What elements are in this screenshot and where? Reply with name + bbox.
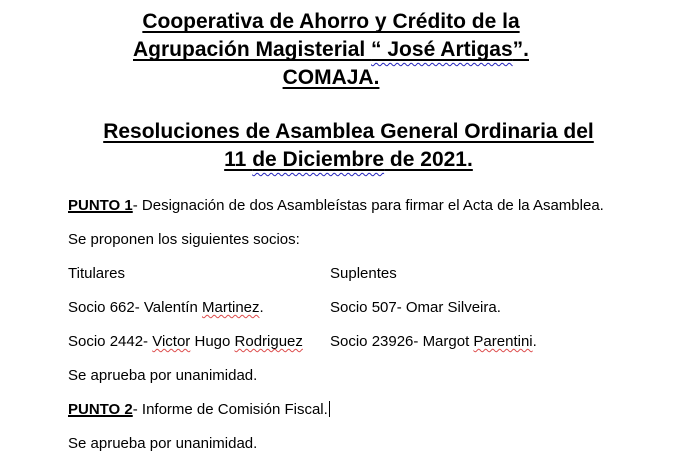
document-subtitle bbox=[52, 118, 645, 174]
socio-row-1-left-post: . bbox=[259, 299, 264, 316]
paragraph-propose bbox=[68, 230, 698, 250]
title-line-2-pre: Agrupación Magisterial bbox=[133, 38, 372, 61]
title-line-1 bbox=[52, 8, 610, 36]
punto-2-label: PUNTO 2 bbox=[68, 401, 133, 418]
socio-row-2-left-pre: Socio 2442- bbox=[68, 333, 153, 350]
socio-row-2-left bbox=[68, 332, 330, 352]
socio-row-1-left bbox=[68, 298, 330, 318]
socio-row-2-left-mid: Hugo bbox=[190, 333, 235, 350]
subtitle-line-2 bbox=[52, 146, 645, 174]
punto-1-text: - Designación de dos Asambleístas para firmar el Acta de la Asamblea. bbox=[132, 197, 604, 214]
paragraph-punto-1 bbox=[68, 196, 698, 216]
propose-text: Se proponen los siguientes socios: bbox=[68, 231, 300, 248]
grammar-flagged-phrase: de Diciembre bbox=[252, 148, 385, 171]
title-line-1-text: Cooperativa de Ahorro y Crédito de la bbox=[142, 10, 520, 33]
punto-1-label: PUNTO 1 bbox=[68, 197, 133, 214]
paragraph-approval-1 bbox=[68, 366, 698, 386]
title-line-2 bbox=[52, 36, 610, 64]
socio-row-2 bbox=[68, 332, 698, 352]
socio-row-1-right-text: Socio 507- Omar Silveira. bbox=[330, 299, 501, 316]
socio-row-1-right bbox=[330, 298, 698, 318]
subtitle-line-2-pre: 11 bbox=[224, 148, 253, 171]
column-header-titulares: Titulares bbox=[68, 265, 125, 282]
column-header-suplentes: Suplentes bbox=[330, 265, 397, 282]
spellcheck-flagged-word: Martinez bbox=[201, 299, 260, 316]
document-body bbox=[68, 196, 698, 454]
socio-row-2-right-post: . bbox=[532, 333, 537, 350]
approval-1-text: Se aprueba por unanimidad. bbox=[68, 367, 258, 384]
socio-row-1 bbox=[68, 298, 698, 318]
subtitle-line-1 bbox=[52, 118, 645, 146]
socio-row-2-right-pre: Socio 23926- Margot bbox=[330, 333, 474, 350]
document-title bbox=[52, 8, 610, 92]
title-line-3 bbox=[52, 64, 610, 92]
column-headers-row bbox=[68, 264, 698, 284]
socio-row-1-left-pre: Socio 662- Valentín bbox=[68, 299, 202, 316]
subtitle-line-2-post: de 2021. bbox=[384, 148, 473, 171]
spellcheck-flagged-word: Rodriguez bbox=[234, 333, 303, 350]
text-caret bbox=[329, 401, 331, 417]
punto-2-text: - Informe de Comisión Fiscal. bbox=[132, 401, 328, 418]
paragraph-approval-2 bbox=[68, 434, 698, 454]
spellcheck-flagged-word: Victor bbox=[152, 333, 191, 350]
title-line-2-post: ”. bbox=[512, 38, 529, 61]
spellcheck-flagged-word: Parentini bbox=[473, 333, 533, 350]
socio-row-2-right bbox=[330, 332, 698, 352]
approval-2-text: Se aprueba por unanimidad. bbox=[68, 435, 258, 452]
paragraph-punto-2 bbox=[68, 400, 698, 420]
subtitle-line-1-text: Resoluciones de Asamblea General Ordinaria del bbox=[103, 120, 594, 143]
title-line-3-text: COMAJA. bbox=[282, 66, 380, 89]
grammar-flagged-phrase: “ José Artigas bbox=[371, 38, 513, 61]
